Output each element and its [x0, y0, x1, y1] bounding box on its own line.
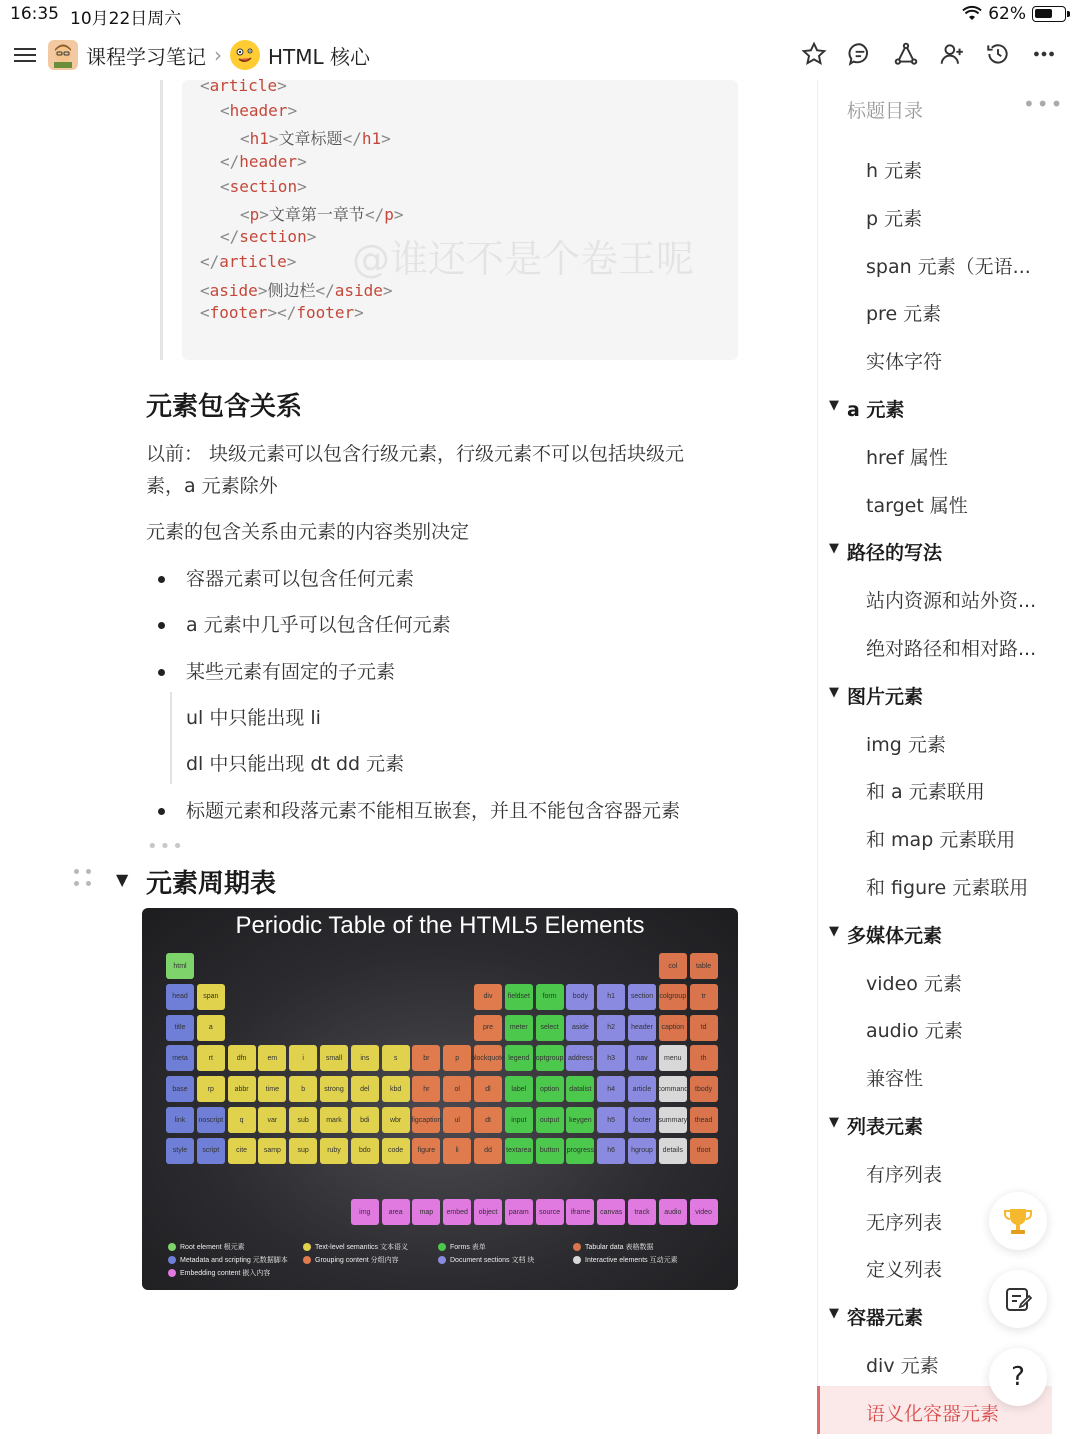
- element-cell-legend: legend: [505, 1045, 533, 1071]
- legend-label: Forms 表单: [450, 1244, 486, 1251]
- element-cell-html: html: [166, 953, 194, 979]
- element-cell-iframe: iframe: [566, 1199, 594, 1225]
- wifi-icon: [962, 6, 982, 22]
- code-line: </header>: [220, 151, 307, 171]
- star-icon[interactable]: [800, 40, 828, 68]
- quote-bar: [170, 692, 172, 784]
- element-cell-audio: audio: [659, 1199, 687, 1225]
- help-icon: ?: [1011, 1362, 1025, 1392]
- element-cell-i: i: [289, 1045, 317, 1071]
- code-line: <header>: [220, 101, 298, 121]
- element-cell-noscript: noscript: [197, 1107, 225, 1133]
- element-cell-hgroup: hgroup: [628, 1138, 656, 1164]
- toc-collapse-icon[interactable]: ▼: [829, 541, 839, 557]
- paragraph-before-line1: 以前： 块级元素可以包含行级元素，行级元素不可以包括块级元: [146, 443, 685, 465]
- legend-item: [168, 1255, 288, 1265]
- bullet-item: 标题元素和段落元素不能相互嵌套，并且不能包含容器元素: [186, 800, 681, 822]
- toc-title: 标题目录: [847, 100, 924, 122]
- teacher-emoji-icon: [48, 40, 78, 70]
- breadcrumb-page[interactable]: HTML 核心: [268, 44, 371, 69]
- element-cell-var: var: [258, 1107, 286, 1133]
- legend-item: [438, 1242, 486, 1252]
- toc-collapse-icon[interactable]: ▼: [829, 684, 839, 700]
- status-right: [962, 4, 1066, 24]
- element-cell-command: command: [659, 1076, 687, 1102]
- element-cell-menu: menu: [659, 1045, 687, 1071]
- toc-collapse-icon[interactable]: ▼: [829, 923, 839, 939]
- legend-label: Text-level semantics 文本语义: [315, 1244, 408, 1251]
- toc-item[interactable]: 容器元素: [847, 1307, 924, 1330]
- edit-note-icon: [1003, 1284, 1033, 1314]
- element-cell-samp: samp: [258, 1138, 286, 1164]
- breadcrumb-notebook[interactable]: 课程学习笔记: [86, 44, 206, 69]
- toc-item[interactable]: 实体字符: [866, 351, 943, 374]
- toc-item[interactable]: 和 a 元素联用: [866, 781, 985, 804]
- element-cell-p: p: [443, 1045, 471, 1071]
- edit-note-button[interactable]: [989, 1270, 1047, 1328]
- element-cell-rt: rt: [197, 1045, 225, 1071]
- element-cell-label: label: [505, 1076, 533, 1102]
- element-cell-small: small: [320, 1045, 348, 1071]
- legend-swatch: [573, 1256, 581, 1264]
- element-cell-em: em: [258, 1045, 286, 1071]
- element-cell-script: script: [197, 1138, 225, 1164]
- share-icon[interactable]: [892, 40, 920, 68]
- element-cell-header: header: [628, 1015, 656, 1041]
- status-bar: [0, 0, 1080, 30]
- toc-item[interactable]: 和 figure 元素联用: [866, 877, 1029, 899]
- status-time: 16:35: [10, 4, 59, 24]
- element-cell-caption: caption: [659, 1015, 687, 1041]
- element-cell-nav: nav: [628, 1045, 656, 1071]
- status-date: 10月22日周六: [70, 9, 182, 29]
- bullet-dot: [158, 576, 165, 583]
- collapse-triangle-icon[interactable]: ▼: [116, 870, 129, 889]
- element-cell-dfn: dfn: [228, 1045, 256, 1071]
- drag-handle-icon[interactable]: [74, 869, 92, 889]
- chevron-right-icon: ›: [214, 43, 222, 67]
- element-cell-button: button: [536, 1138, 564, 1164]
- legend-label: Metadata and scripting 元数据脚本: [180, 1257, 288, 1264]
- breadcrumb: [48, 40, 370, 70]
- element-cell-aside: aside: [566, 1015, 594, 1041]
- element-cell-map: map: [412, 1199, 440, 1225]
- battery-fill: [1035, 9, 1052, 18]
- element-cell-code: code: [382, 1138, 410, 1164]
- legend-item: [303, 1242, 408, 1252]
- legend-item: [168, 1242, 245, 1252]
- element-cell-section: section: [628, 984, 656, 1010]
- element-cell-fieldset: fieldset: [505, 984, 533, 1010]
- element-cell-select: select: [536, 1015, 564, 1041]
- bullet-dot: [158, 808, 165, 815]
- code-line: <section>: [220, 176, 307, 196]
- legend-item: [168, 1268, 270, 1278]
- element-cell-base: base: [166, 1076, 194, 1102]
- code-line: </section>: [220, 227, 317, 247]
- element-cell-br: br: [412, 1045, 440, 1071]
- history-icon[interactable]: [984, 40, 1012, 68]
- element-cell-bdi: bdi: [351, 1107, 379, 1133]
- battery-icon: [1032, 6, 1066, 22]
- bullet-dot: [158, 622, 165, 629]
- toc-item[interactable]: 语义化容器元素: [866, 1402, 1000, 1425]
- element-cell-h2: h2: [597, 1015, 625, 1041]
- element-cell-param: param: [505, 1199, 533, 1225]
- toc-item[interactable]: 定义列表: [866, 1259, 943, 1282]
- element-cell-dt: dt: [474, 1107, 502, 1133]
- legend-item: [438, 1255, 534, 1265]
- paragraph-before-line2: 素，a 元素除外: [146, 475, 278, 497]
- legend-label: Embedding content 嵌入内容: [180, 1270, 271, 1277]
- element-cell-td: td: [690, 1015, 718, 1041]
- legend-label: Document sections 文档 块: [450, 1257, 535, 1264]
- element-cell-track: track: [628, 1199, 656, 1225]
- element-cell-textarea: textarea: [505, 1138, 533, 1164]
- block-more-icon[interactable]: •••: [147, 836, 185, 857]
- element-cell-col: col: [659, 953, 687, 979]
- element-cell-area: area: [382, 1199, 410, 1225]
- legend-item: [573, 1255, 678, 1265]
- element-cell-figure: figure: [412, 1138, 440, 1164]
- code-line: <aside>侧边栏</aside>: [200, 280, 393, 300]
- element-cell-tr: tr: [690, 984, 718, 1010]
- element-cell-embed: embed: [443, 1199, 471, 1225]
- element-cell-colgroup: colgroup: [659, 984, 687, 1010]
- element-cell-optgroup: optgroup: [536, 1045, 564, 1071]
- element-cell-ol: ol: [443, 1076, 471, 1102]
- element-cell-sup: sup: [289, 1138, 317, 1164]
- toc-item[interactable]: a 元素: [847, 399, 905, 421]
- legend-swatch: [303, 1256, 311, 1264]
- element-cell-abbr: abbr: [228, 1076, 256, 1102]
- element-cell-pre: pre: [474, 1015, 502, 1041]
- element-cell-details: details: [659, 1138, 687, 1164]
- element-cell-head: head: [166, 984, 194, 1010]
- element-cell-wbr: wbr: [382, 1107, 410, 1133]
- toc-item[interactable]: target 属性: [866, 494, 968, 517]
- quote-line: dl 中只能出现 dt dd 元素: [186, 753, 405, 775]
- element-cell-h3: h3: [597, 1045, 625, 1071]
- menu-icon[interactable]: [14, 44, 38, 66]
- more-icon[interactable]: [1030, 40, 1058, 68]
- toc-item[interactable]: span 元素（无语...: [866, 255, 1031, 278]
- help-button[interactable]: [989, 1348, 1047, 1406]
- element-cell-form: form: [536, 984, 564, 1010]
- element-cell-ul: ul: [443, 1107, 471, 1133]
- element-cell-meta: meta: [166, 1045, 194, 1071]
- element-cell-hr: hr: [412, 1076, 440, 1102]
- legend-swatch: [573, 1243, 581, 1251]
- toc-sidebar: [817, 80, 1080, 1439]
- element-cell-blockquote: blockquote: [474, 1045, 502, 1071]
- battery-percent: 62%: [988, 4, 1026, 24]
- paragraph-before: [146, 438, 684, 502]
- element-cell-h6: h6: [597, 1138, 625, 1164]
- watermark-text: @谁还不是个卷王呢: [352, 237, 695, 281]
- toc-item[interactable]: div 元素: [866, 1355, 939, 1377]
- element-cell-dl: dl: [474, 1076, 502, 1102]
- nav-actions: [800, 40, 1058, 68]
- add-member-icon[interactable]: [938, 40, 966, 68]
- toc-item[interactable]: audio 元素: [866, 1020, 963, 1043]
- element-cell-option: option: [536, 1076, 564, 1102]
- code-line: </article>: [200, 252, 297, 272]
- section-heading-containment: 元素包含关系: [146, 392, 303, 422]
- element-cell-strong: strong: [320, 1076, 348, 1102]
- element-cell-footer: footer: [628, 1107, 656, 1133]
- legend-swatch: [303, 1243, 311, 1251]
- element-cell-link: link: [166, 1107, 194, 1133]
- toc-item[interactable]: img 元素: [866, 733, 946, 756]
- toc-item[interactable]: 站内资源和站外资...: [866, 590, 1037, 613]
- toc-item[interactable]: pre 元素: [866, 303, 942, 326]
- element-cell-tbody: tbody: [690, 1076, 718, 1102]
- code-block[interactable]: [182, 76, 738, 360]
- element-cell-h4: h4: [597, 1076, 625, 1102]
- element-cell-summary: summary: [659, 1107, 687, 1133]
- element-cell-th: th: [690, 1045, 718, 1071]
- element-cell-source: source: [536, 1199, 564, 1225]
- element-cell-progress: progress: [566, 1138, 594, 1164]
- code-line: <p>文章第一章节</p>: [240, 205, 404, 224]
- element-cell-output: output: [536, 1107, 564, 1133]
- code-line: <article>: [200, 76, 287, 95]
- element-cell-ins: ins: [351, 1045, 379, 1071]
- quote-bar: [160, 80, 163, 360]
- toc-item[interactable]: 绝对路径和相对路...: [866, 638, 1037, 660]
- element-cell-h1: h1: [597, 984, 625, 1010]
- toc-item[interactable]: href 属性: [866, 446, 948, 469]
- legend-item: [303, 1255, 399, 1265]
- element-cell-title: title: [166, 1015, 194, 1041]
- document-body: [0, 76, 816, 1439]
- paragraph-content-category: 元素的包含关系由元素的内容类别决定: [146, 521, 470, 543]
- toc-item[interactable]: 无序列表: [866, 1211, 943, 1234]
- code-line: <footer></footer>: [200, 302, 364, 322]
- toc-collapse-icon[interactable]: ▼: [829, 1306, 839, 1322]
- element-cell-object: object: [474, 1199, 502, 1225]
- quote-line: ul 中只能出现 li: [186, 707, 321, 729]
- legend-item: [573, 1242, 653, 1252]
- element-cell-span: span: [197, 984, 225, 1010]
- element-cell-rp: rp: [197, 1076, 225, 1102]
- element-cell-article: article: [628, 1076, 656, 1102]
- bullet-item: 容器元素可以包含任何元素: [186, 568, 415, 590]
- toc-item[interactable]: video 元素: [866, 972, 962, 995]
- bullet-dot: [158, 669, 165, 676]
- code-line: <h1>文章标题</h1>: [240, 129, 391, 149]
- element-cell-body: body: [566, 984, 594, 1010]
- element-cell-s: s: [382, 1045, 410, 1071]
- toc-item[interactable]: 图片元素: [847, 685, 924, 708]
- legend-swatch: [168, 1243, 176, 1251]
- legend-label: Interactive elements 互动元素: [585, 1257, 678, 1264]
- toc-item[interactable]: 和 map 元素联用: [866, 829, 1016, 852]
- toc-item[interactable]: 有序列表: [866, 1163, 943, 1186]
- bullet-item: a 元素中几乎可以包含任何元素: [186, 614, 451, 636]
- section-heading-periodic: 元素周期表: [146, 869, 277, 899]
- legend-label: Tabular data 表格数据: [585, 1244, 654, 1251]
- element-cell-mark: mark: [320, 1107, 348, 1133]
- legend-label: Grouping content 分组内容: [315, 1257, 399, 1264]
- element-cell-h5: h5: [597, 1107, 625, 1133]
- toc-collapse-icon[interactable]: ▼: [829, 1115, 839, 1130]
- element-cell-dd: dd: [474, 1138, 502, 1164]
- periodic-table-image[interactable]: [142, 908, 738, 1290]
- element-cell-address: address: [566, 1045, 594, 1071]
- element-cell-sub: sub: [289, 1107, 317, 1133]
- element-cell-table: table: [690, 953, 718, 979]
- element-cell-li: li: [443, 1138, 471, 1164]
- comment-icon[interactable]: [846, 40, 874, 68]
- element-cell-video: video: [690, 1199, 718, 1225]
- legend-swatch: [168, 1269, 176, 1277]
- bullet-item: 某些元素有固定的子元素: [186, 661, 396, 683]
- element-cell-bdo: bdo: [351, 1138, 379, 1164]
- element-cell-tfoot: tfoot: [690, 1138, 718, 1164]
- periodic-table-title: Periodic Table of the HTML5 Elements: [235, 912, 645, 939]
- element-cell-img: img: [351, 1199, 379, 1225]
- toc-item[interactable]: p 元素: [866, 207, 923, 230]
- zany-face-emoji-icon: [230, 40, 260, 70]
- legend-swatch: [168, 1256, 176, 1264]
- element-cell-div: div: [474, 984, 502, 1010]
- element-cell-figcaption: figcaption: [412, 1107, 440, 1133]
- legend-swatch: [438, 1243, 446, 1251]
- element-cell-b: b: [289, 1076, 317, 1102]
- legend-swatch: [438, 1256, 446, 1264]
- element-cell-time: time: [258, 1076, 286, 1102]
- trophy-button[interactable]: [989, 1192, 1047, 1250]
- element-cell-datalist: datalist: [566, 1076, 594, 1102]
- element-cell-del: del: [351, 1076, 379, 1102]
- element-cell-keygen: keygen: [566, 1107, 594, 1133]
- element-cell-thead: thead: [690, 1107, 718, 1133]
- top-nav: [0, 34, 1080, 80]
- legend-label: Root element 根元素: [180, 1244, 245, 1251]
- toc-item[interactable]: 路径的写法: [847, 542, 943, 565]
- element-cell-meter: meter: [505, 1015, 533, 1041]
- element-cell-kbd: kbd: [382, 1076, 410, 1102]
- toc-item[interactable]: 兼容性: [866, 1068, 924, 1091]
- element-cell-canvas: canvas: [597, 1199, 625, 1225]
- toc-collapse-icon[interactable]: ▼: [829, 398, 839, 413]
- element-cell-cite: cite: [228, 1138, 256, 1164]
- toc-item[interactable]: 列表元素: [847, 1116, 924, 1138]
- element-cell-a: a: [197, 1015, 225, 1041]
- element-cell-q: q: [228, 1107, 256, 1133]
- toc-more-icon[interactable]: •••: [1023, 92, 1065, 116]
- element-cell-input: input: [505, 1107, 533, 1133]
- toc-item[interactable]: 多媒体元素: [847, 924, 943, 947]
- element-cell-style: style: [166, 1138, 194, 1164]
- element-cell-ruby: ruby: [320, 1138, 348, 1164]
- trophy-icon: [1001, 1204, 1035, 1238]
- toc-item[interactable]: h 元素: [866, 160, 923, 182]
